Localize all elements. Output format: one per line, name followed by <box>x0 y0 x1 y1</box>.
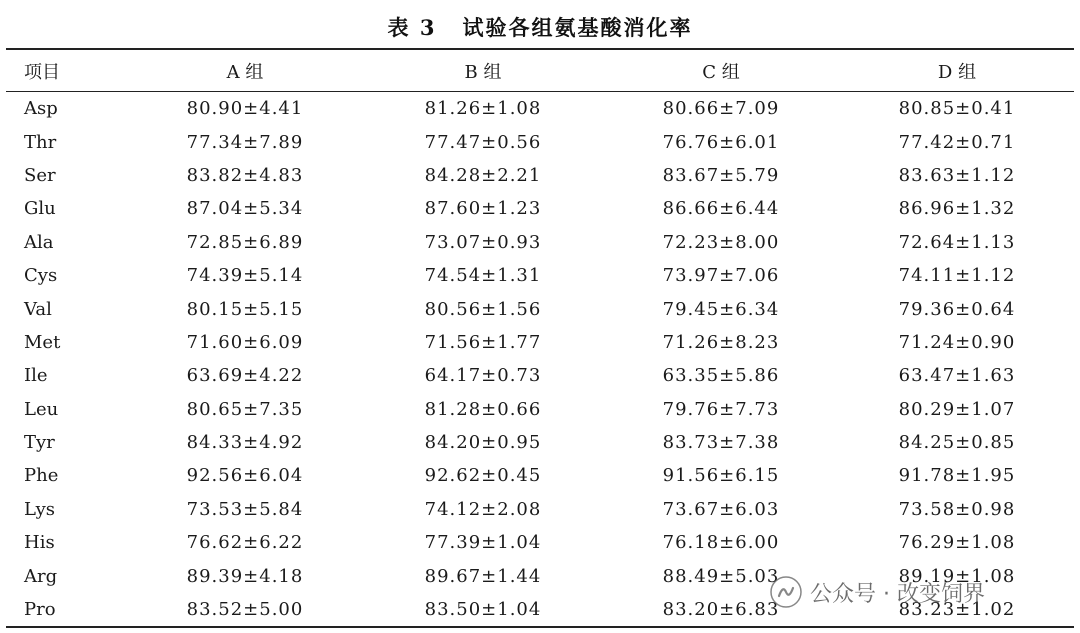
group-d-value: 91.78±1.95 <box>898 465 1016 487</box>
group-a-value: 92.56±6.04 <box>186 465 304 487</box>
group-b-value: 80.56±1.56 <box>424 298 542 320</box>
table-row <box>6 125 1074 158</box>
group-a-value: 80.15±5.15 <box>186 298 304 320</box>
group-d-value: 83.63±1.12 <box>898 164 1016 186</box>
group-a-value: 73.53±5.84 <box>186 498 304 520</box>
group-d-value: 80.29±1.07 <box>898 398 1016 420</box>
amino-acid-label: Glu <box>24 198 56 220</box>
group-c-value: 80.66±7.09 <box>662 98 780 120</box>
table-row <box>6 359 1074 392</box>
amino-acid-label: Phe <box>24 465 59 487</box>
group-d-value: 89.19±1.08 <box>898 565 1016 587</box>
group-a-value: 89.39±4.18 <box>186 565 304 587</box>
group-d-value: 83.23±1.02 <box>840 593 1074 627</box>
table-row <box>6 426 1074 459</box>
group-a-value: 72.85±6.89 <box>186 231 304 253</box>
group-c-value: 83.20±6.83 <box>602 593 840 627</box>
table-row <box>6 326 1074 359</box>
group-c-value: 79.45±6.34 <box>662 298 780 320</box>
table-number: 表 3 <box>387 15 437 40</box>
group-b-value: 87.60±1.23 <box>424 198 542 220</box>
group-a-value: 84.33±4.92 <box>186 432 304 454</box>
table-row <box>6 226 1074 259</box>
group-a-value: 80.65±7.35 <box>186 398 304 420</box>
group-b-value: 77.47±0.56 <box>424 131 542 153</box>
group-a-value: 83.52±5.00 <box>126 593 364 627</box>
group-c-value: 79.76±7.73 <box>662 398 780 420</box>
group-d-value: 63.47±1.63 <box>898 365 1016 387</box>
group-c-value: 83.67±5.79 <box>662 164 780 186</box>
group-b-value: 74.12±2.08 <box>424 498 542 520</box>
group-d-value: 74.11±1.12 <box>898 265 1016 287</box>
group-d-value: 84.25±0.85 <box>898 432 1016 454</box>
group-a-value: 74.39±5.14 <box>186 265 304 287</box>
group-a-value: 83.82±4.83 <box>186 164 304 186</box>
table-row <box>6 259 1074 292</box>
group-d-value: 80.85±0.41 <box>898 98 1016 120</box>
group-b-value: 64.17±0.73 <box>424 365 542 387</box>
amino-acid-label: Thr <box>24 131 57 153</box>
group-c-value: 91.56±6.15 <box>662 465 780 487</box>
table-row <box>6 159 1074 192</box>
group-d-value: 79.36±0.64 <box>898 298 1016 320</box>
group-b-value: 89.67±1.44 <box>424 565 542 587</box>
amino-acid-label: Leu <box>24 398 59 420</box>
amino-acid-label: Cys <box>24 265 58 287</box>
group-c-value: 72.23±8.00 <box>662 231 780 253</box>
table-row <box>6 192 1074 225</box>
group-c-value: 88.49±5.03 <box>662 565 780 587</box>
group-a-value: 63.69±4.22 <box>186 365 304 387</box>
group-c-value: 76.76±6.01 <box>662 131 780 153</box>
group-d-value: 73.58±0.98 <box>898 498 1016 520</box>
group-d-value: 86.96±1.32 <box>898 198 1016 220</box>
group-b-value: 81.26±1.08 <box>424 98 542 120</box>
header-item: 项目 <box>6 49 126 92</box>
table-body <box>6 92 1074 628</box>
amino-acid-label: Val <box>24 298 52 320</box>
group-c-value: 86.66±6.44 <box>662 198 780 220</box>
amino-acid-label: Met <box>24 331 61 353</box>
table-row <box>6 559 1074 592</box>
amino-acid-label: Asp <box>24 98 58 120</box>
group-b-value: 83.50±1.04 <box>364 593 602 627</box>
group-c-value: 73.97±7.06 <box>662 265 780 287</box>
table-row <box>6 526 1074 559</box>
group-b-value: 71.56±1.77 <box>424 331 542 353</box>
group-a-value: 77.34±7.89 <box>186 131 304 153</box>
header-group-a: A 组 <box>126 49 364 92</box>
header-group-d: D 组 <box>840 49 1074 92</box>
watermark-text: 公众号 · 改变饲界 <box>810 581 985 607</box>
amino-acid-label: Ser <box>24 164 56 186</box>
group-d-value: 72.64±1.13 <box>898 231 1016 253</box>
group-c-value: 76.18±6.00 <box>662 532 780 554</box>
group-c-value: 73.67±6.03 <box>662 498 780 520</box>
group-b-value: 81.28±0.66 <box>424 398 542 420</box>
table-row <box>6 393 1074 426</box>
amino-acid-label: Pro <box>6 593 126 627</box>
group-a-value: 80.90±4.41 <box>186 98 304 120</box>
group-c-value: 63.35±5.86 <box>662 365 780 387</box>
group-b-value: 77.39±1.04 <box>424 532 542 554</box>
table-caption: 试验各组氨基酸消化率 <box>462 15 693 40</box>
group-c-value: 71.26±8.23 <box>662 331 780 353</box>
amino-acid-label: Ile <box>24 365 48 387</box>
amino-acid-label: Arg <box>24 565 58 587</box>
group-d-value: 76.29±1.08 <box>898 532 1016 554</box>
group-c-value: 83.73±7.38 <box>662 432 780 454</box>
table-row <box>6 593 1074 627</box>
amino-acid-label: Lys <box>24 498 56 520</box>
group-d-value: 77.42±0.71 <box>898 131 1016 153</box>
table-row <box>6 459 1074 492</box>
amino-acid-label: Ala <box>24 231 54 253</box>
header-row <box>6 49 1074 92</box>
group-b-value: 84.20±0.95 <box>424 432 542 454</box>
group-b-value: 84.28±2.21 <box>424 164 542 186</box>
table-row <box>6 493 1074 526</box>
group-a-value: 71.60±6.09 <box>186 331 304 353</box>
group-b-value: 74.54±1.31 <box>424 265 542 287</box>
header-group-b: B 组 <box>364 49 602 92</box>
group-b-value: 92.62±0.45 <box>424 465 542 487</box>
table-row <box>6 292 1074 325</box>
group-d-value: 71.24±0.90 <box>898 331 1016 353</box>
table-title <box>0 12 1080 42</box>
table-header <box>6 49 1074 92</box>
group-b-value: 73.07±0.93 <box>424 231 542 253</box>
amino-acid-label: Tyr <box>24 432 55 454</box>
digestibility-table <box>6 48 1074 628</box>
table-container <box>6 48 1074 628</box>
header-group-c: C 组 <box>602 49 840 92</box>
amino-acid-label: His <box>24 532 55 554</box>
table-row <box>6 92 1074 126</box>
group-a-value: 87.04±5.34 <box>186 198 304 220</box>
group-a-value: 76.62±6.22 <box>186 532 304 554</box>
